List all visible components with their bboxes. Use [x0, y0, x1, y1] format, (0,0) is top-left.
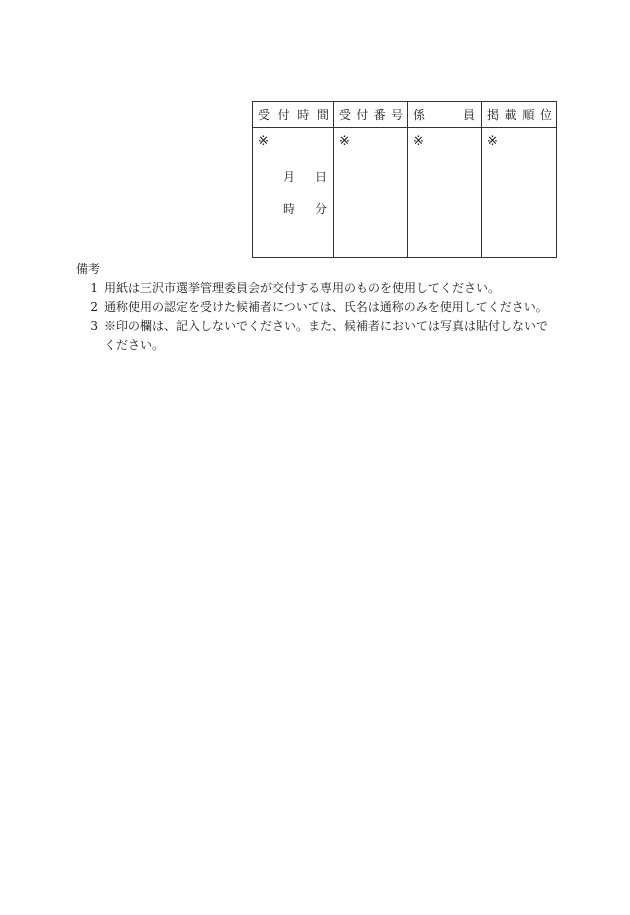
- note-number: 2: [90, 300, 98, 314]
- reception-table: [252, 101, 557, 258]
- note-text: 通称使用の認定を受けた候補者については、氏名は通称のみを使用してください。: [104, 300, 548, 314]
- notes-title: 備考: [76, 262, 101, 276]
- header-char: 号: [390, 108, 403, 122]
- cell-staff: [408, 128, 482, 258]
- reception-table-body-row: [253, 128, 557, 258]
- notes-section: [76, 260, 556, 355]
- header-reception-number: [334, 102, 408, 128]
- month-day-line: [283, 168, 327, 185]
- header-char: 載: [504, 108, 517, 122]
- note-item: [76, 279, 556, 298]
- header-char: 付: [356, 108, 369, 122]
- reception-table-header-row: [253, 102, 557, 128]
- header-char: 受: [339, 108, 352, 122]
- cell-reception-time: [253, 128, 334, 258]
- header-char: 位: [539, 108, 552, 122]
- header-char: 時: [297, 108, 310, 122]
- hour-minute-line: [283, 200, 327, 217]
- note-item: [76, 317, 556, 355]
- header-char: 間: [316, 108, 329, 122]
- minute-label: 分: [314, 202, 327, 216]
- reference-mark: ※: [487, 134, 498, 149]
- header-staff: [408, 102, 482, 128]
- cell-listing-order: [482, 128, 557, 258]
- month-label: 月: [283, 170, 296, 184]
- header-char: 順: [522, 108, 535, 122]
- note-number: 3: [90, 319, 98, 333]
- header-listing-order: [482, 102, 557, 128]
- day-label: 日: [314, 170, 327, 184]
- header-char: 受: [258, 108, 271, 122]
- hour-label: 時: [283, 202, 296, 216]
- header-char: 番: [373, 108, 386, 122]
- note-text: 用紙は三沢市選挙管理委員会が交付する専用のものを使用してください。: [104, 281, 501, 295]
- header-reception-time: [253, 102, 334, 128]
- note-text: ※印の欄は、記入しないでください。また、候補者においては写真は貼付しないでください。: [104, 319, 549, 352]
- reference-mark: ※: [339, 134, 350, 149]
- header-char: 掲: [487, 108, 500, 122]
- reference-mark: ※: [413, 134, 424, 149]
- header-char: 係: [413, 108, 426, 122]
- reference-mark: ※: [258, 134, 269, 149]
- note-number: 1: [90, 281, 98, 295]
- cell-reception-number: [334, 128, 408, 258]
- header-char: 員: [462, 108, 475, 122]
- header-char: 付: [277, 108, 290, 122]
- note-item: [76, 298, 556, 317]
